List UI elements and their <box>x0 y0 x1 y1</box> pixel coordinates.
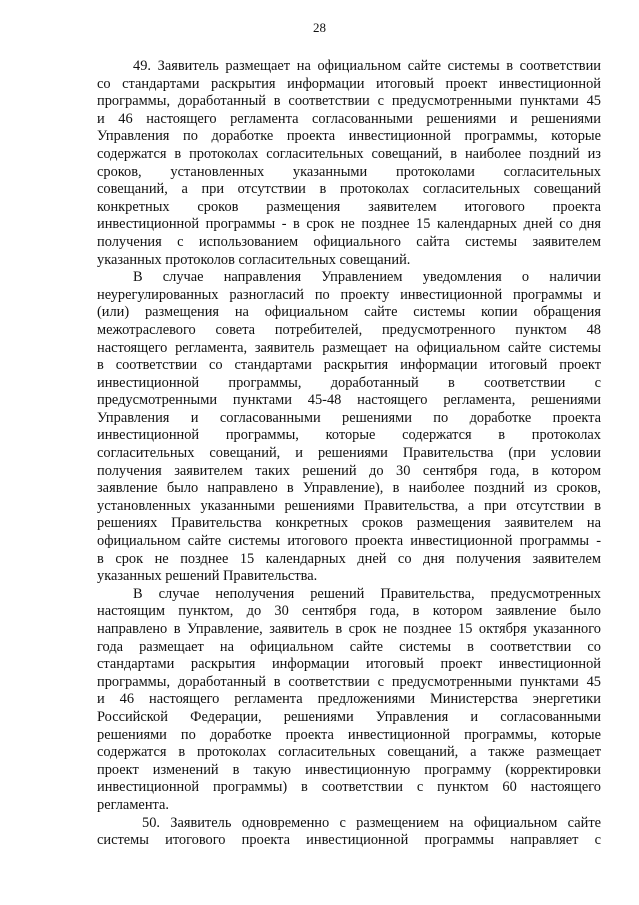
text-line: регламента. <box>97 796 169 813</box>
text-line: года размещает на официальном сайте системы в соответствии со <box>97 638 601 655</box>
paragraph-1 <box>97 58 601 269</box>
text-line: содержатся в протоколах согласительных совещаний, в наиболее поздний из <box>97 145 601 162</box>
text-line: межотраслевого совета потребителей, предусмотренного пунктом 48 <box>97 321 601 338</box>
text-line: Управления и согласованными решениями по доработке проекта <box>97 409 601 426</box>
text-line: получения с использованием официального сайта системы заявителем <box>97 233 601 250</box>
text-line: инвестиционной программы - в срок не позднее 15 календарных дней со дня <box>97 216 601 233</box>
text-line: проект изменений в такую инвестиционную программу (корректировки <box>97 761 601 778</box>
text-line: в срок не позднее 15 календарных дней со дня получения заявителем <box>97 550 601 567</box>
text-line: инвестиционной программы, доработанный в соответствии с <box>97 374 601 391</box>
text-line: Российской Федерации, решениями Управления и согласованными <box>97 708 601 725</box>
text-line: В случае направления Управлением уведомления о наличии <box>133 269 601 286</box>
text-line: инвестиционной программы, которые содержатся в протоколах <box>97 427 601 444</box>
text-line: и 46 настоящего регламента согласованными решениями и решениями <box>97 110 601 127</box>
text-line: В случае неполучения решений Правительства, предусмотренных <box>133 585 601 602</box>
text-line: неурегулированных разногласий по проекту инвестиционной программы и <box>97 286 601 303</box>
text-line: содержатся в протоколах согласительных совещаний, а также размещает <box>97 744 601 761</box>
text-line: программы, доработанный в соответствии с предусмотренными пунктами 45 <box>97 673 601 690</box>
text-line: указанных решений Правительства. <box>97 568 318 585</box>
text-line: и 46 настоящего регламента предложениями Министерства энергетики <box>97 691 601 708</box>
text-line: официальном сайте системы итогового проекта инвестиционной программы - <box>97 533 601 550</box>
text-line: совещаний, а при отсутствии в протоколах согласительных совещаний <box>97 181 601 198</box>
body-text <box>97 58 601 850</box>
text-line: сроков, установленных указанными протоколами согласительных <box>97 163 601 180</box>
text-line: согласительных совещаний, и решениями Правительства (при условии <box>97 445 601 462</box>
text-line: указанных протоколов согласительных совещаний. <box>97 251 411 268</box>
text-line: 49. Заявитель размещает на официальном сайте системы в соответствии <box>133 58 601 74</box>
paragraph-4 <box>97 815 601 850</box>
text-line: (или) размещения на официальном сайте системы копии обращения <box>97 304 601 321</box>
page-number: 28 <box>313 20 326 35</box>
text-line: системы итогового проекта инвестиционной программы направляет с <box>97 832 601 849</box>
text-line: направлено в Управление, заявитель в срок не позднее 15 октября указанного <box>97 621 601 637</box>
text-line: со стандартами раскрытия информации итоговый проект инвестиционной <box>97 75 601 92</box>
text-line: решениями по доработке проекта инвестиционной программы, которые <box>97 726 601 743</box>
paragraph-2 <box>97 269 601 586</box>
paragraph-3 <box>97 586 601 815</box>
text-line: конкретных сроков размещения заявителем итогового проекта <box>97 198 601 215</box>
text-line: заявление было направлено в Управление), в наиболее поздний из сроков, <box>97 480 601 497</box>
text-line: настоящим пунктом, до 30 сентября года, в котором заявление было <box>97 603 601 620</box>
text-line: в соответствии со стандартами раскрытия информации итоговый проект <box>97 357 601 374</box>
text-line: 50. Заявитель одновременно с размещением на официальном сайте <box>142 814 601 831</box>
text-line: настоящего регламента, заявитель размещает на официальном сайте системы <box>97 339 601 356</box>
text-line: предусмотренными пунктами 45-48 настоящего регламента, решениями <box>97 392 601 409</box>
text-line: стандартами раскрытия информации итоговый проект инвестиционной <box>97 656 601 673</box>
text-line: решениях Правительства конкретных сроков размещения заявителем на <box>97 515 601 532</box>
text-line: программы, доработанный в соответствии с предусмотренными пунктами 45 <box>97 93 601 110</box>
text-line: инвестиционной программы) в соответствии с пунктом 60 настоящего <box>97 779 601 796</box>
text-line: получения заявителем таких решений до 30 сентября года, в котором <box>97 462 601 479</box>
text-line: Управления по доработке проекта инвестиционной программы, которые <box>97 128 601 145</box>
text-line: установленных указанными решениями Правительства, а при отсутствии в <box>97 497 601 514</box>
